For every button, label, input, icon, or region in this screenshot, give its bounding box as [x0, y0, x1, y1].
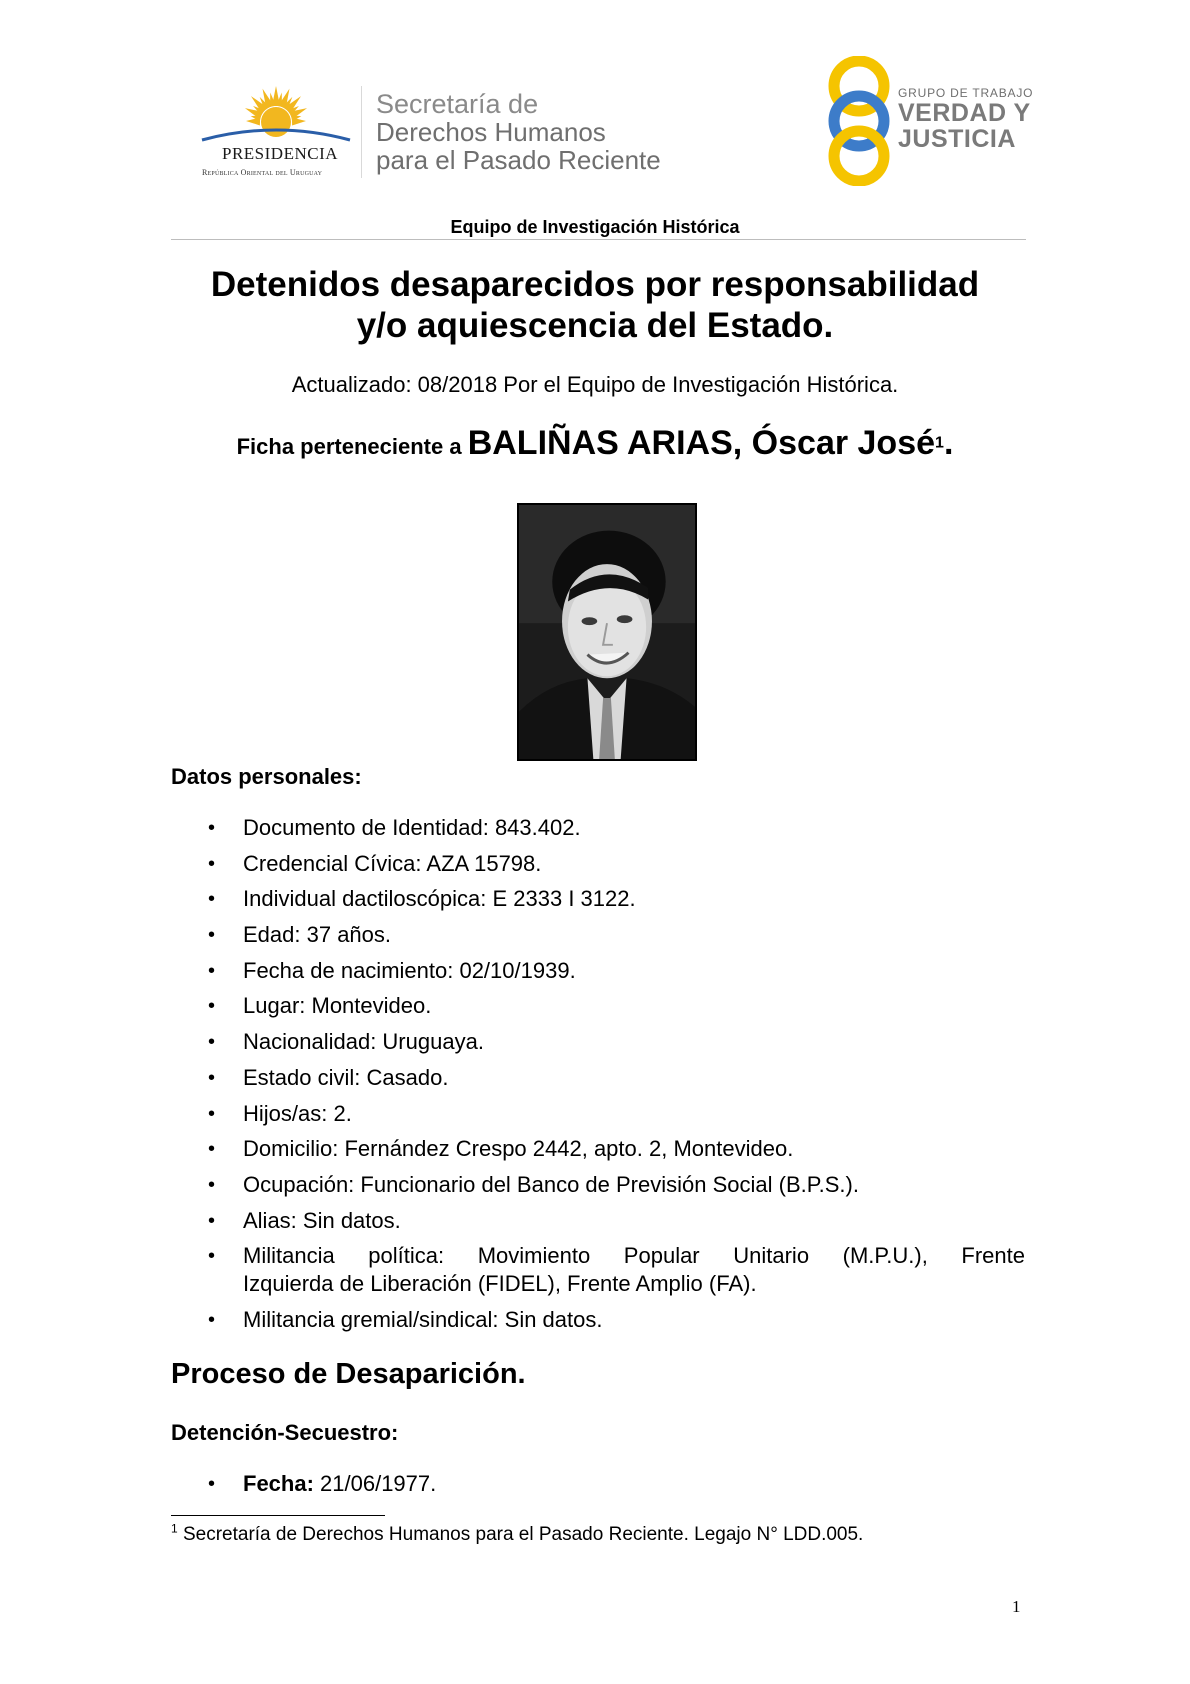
presidencia-wordmark: PRESIDENCIA — [222, 144, 339, 163]
detencion-heading: Detención-Secuestro: — [171, 1420, 399, 1445]
footnote-marker: 1 — [171, 1521, 178, 1536]
title-line-1: Detenidos desaparecidos por responsabilidad — [210, 265, 980, 304]
ficha-end: . — [943, 424, 954, 462]
list-item — [171, 1470, 1025, 1498]
linked-rings-icon — [822, 56, 896, 186]
list-item: • Credencial Cívica: AZA 15798. — [171, 850, 1025, 878]
presidencia-logo — [196, 80, 356, 180]
list-item: • Individual dactiloscópica: E 2333 I 3122. — [171, 885, 1025, 913]
fecha-value: 21/06/1977. — [313, 1471, 437, 1496]
list-item: • Hijos/as: 2. — [171, 1100, 1025, 1128]
footnote-text: Secretaría de Derechos Humanos para el Pasado Reciente. Legajo N° LDD.005. — [177, 1524, 864, 1545]
list-item: • Ocupación: Funcionario del Banco de Previsión Social (B.P.S.). — [171, 1171, 1025, 1199]
list-item: • Estado civil: Casado. — [171, 1064, 1025, 1092]
ficha-prefix: Ficha perteneciente a — [236, 434, 468, 459]
ficha-heading — [0, 424, 1190, 463]
vj-line-1: VERDAD Y — [898, 99, 1031, 127]
footnote-ref[interactable]: 1 — [935, 434, 944, 452]
presidencia-subtitle: República Oriental del Uruguay — [202, 168, 323, 177]
vj-line-2: JUSTICIA — [898, 125, 1016, 153]
list-item: • Documento de Identidad: 843.402. — [171, 814, 1025, 842]
list-item-militancia — [171, 1242, 1025, 1298]
secretaria-line-2: Derechos Humanos — [376, 117, 606, 147]
sun-emblem-icon — [196, 80, 356, 144]
updated-line: Actualizado: 08/2018 Por el Equipo de Investigación Histórica. — [291, 372, 899, 397]
page-number: 1 — [1012, 1597, 1021, 1616]
list-item: • Domicilio: Fernández Crespo 2442, apto. 2, Montevideo. — [171, 1135, 1025, 1163]
portrait-photo — [517, 503, 697, 761]
detencion-list — [171, 1470, 1025, 1498]
datos-heading: Datos personales: — [171, 764, 362, 789]
page-title — [0, 264, 1190, 346]
militancia-line-2: Izquierda de Liberación (FIDEL), Frente Amplio (FA). — [243, 1271, 757, 1297]
proceso-heading: Proceso de Desaparición. — [171, 1358, 526, 1390]
verdad-justicia-logo — [822, 56, 1032, 186]
vj-small-label: GRUPO DE TRABAJO — [898, 86, 1034, 100]
logo-divider — [361, 86, 362, 178]
person-name: BALIÑAS ARIAS, Óscar José — [467, 424, 936, 462]
portrait-image-icon — [519, 505, 695, 759]
footnote-rule — [171, 1515, 385, 1516]
list-item: • Fecha de nacimiento: 02/10/1939. — [171, 957, 1025, 985]
secretaria-line-1: Secretaría de — [376, 89, 539, 119]
fecha-label: Fecha: — [243, 1471, 314, 1496]
list-item: • Militancia gremial/sindical: Sin datos. — [171, 1306, 1025, 1334]
team-label: Equipo de Investigación Histórica — [450, 217, 740, 237]
footnote — [171, 1521, 864, 1546]
list-item: • Lugar: Montevideo. — [171, 992, 1025, 1020]
title-line-2: y/o aquiescencia del Estado. — [356, 306, 834, 345]
list-item: • Edad: 37 años. — [171, 921, 1025, 949]
header-rule — [171, 239, 1026, 240]
secretaria-line-3: para el Pasado Reciente — [376, 145, 661, 175]
personal-data-list — [171, 814, 1025, 1342]
list-item: • Nacionalidad: Uruguaya. — [171, 1028, 1025, 1056]
list-item: • Alias: Sin datos. — [171, 1207, 1025, 1235]
militancia-line-1: • Militancia política: Movimiento Popular Unitario (M.P.U.), Frente — [243, 1243, 1025, 1269]
secretaria-logo-text — [376, 90, 661, 174]
